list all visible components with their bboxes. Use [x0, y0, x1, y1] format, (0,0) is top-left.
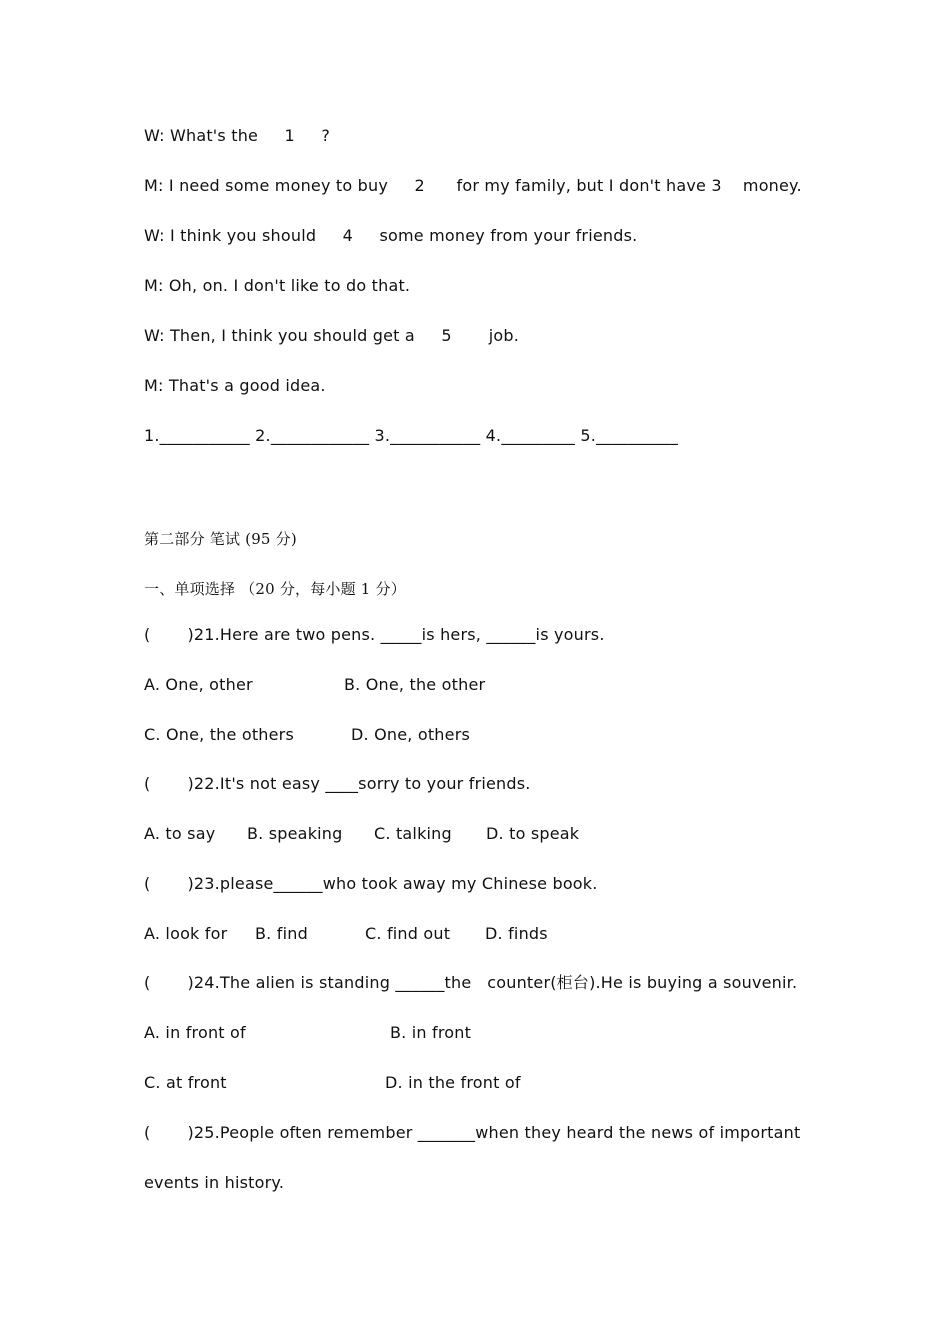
dialogue-line-5: W: Then, I think you should get a 5 job.	[144, 326, 520, 345]
option-b: B. in front	[390, 1023, 472, 1042]
option-c: C. talking	[374, 824, 452, 843]
option-b: B. One, the other	[344, 675, 486, 694]
answer-blanks: 1.___________ 2.____________ 3.___________ 4._________ 5.__________	[144, 426, 679, 445]
option-d: D. in the front of	[385, 1073, 521, 1092]
option-a: A. look for	[144, 924, 228, 943]
dialogue-line-6: M: That's a good idea.	[144, 376, 326, 395]
option-d: D. One, others	[351, 725, 471, 744]
question-25-stem-continued: events in history.	[144, 1173, 285, 1192]
section-one-heading: 一、单项选择 （20 分，每小题 1 分）	[144, 580, 406, 598]
option-a: A. in front of	[144, 1023, 246, 1042]
dialogue-line-1: W: What's the 1 ?	[144, 126, 331, 145]
part-two-heading: 第二部分 笔试 (95 分)	[144, 530, 297, 548]
option-d: D. to speak	[486, 824, 580, 843]
option-c: C. find out	[365, 924, 451, 943]
option-a: A. to say	[144, 824, 216, 843]
question-21-stem: ( )21.Here are two pens. _____is hers, ______is yours.	[144, 625, 605, 644]
question-22-stem: ( )22.It's not easy ____sorry to your friends.	[144, 774, 531, 793]
question-23-stem: ( )23.please______who took away my Chinese book.	[144, 874, 598, 893]
dialogue-line-4: M: Oh, on. I don't like to do that.	[144, 276, 411, 295]
option-c: C. at front	[144, 1073, 227, 1092]
option-d: D. finds	[485, 924, 548, 943]
option-b: B. speaking	[247, 824, 343, 843]
option-b: B. find	[255, 924, 308, 943]
question-25-stem: ( )25.People often remember _______when they heard the news of important	[144, 1123, 801, 1142]
dialogue-line-3: W: I think you should 4 some money from your friends.	[144, 226, 638, 245]
option-c: C. One, the others	[144, 725, 294, 744]
question-24-stem: ( )24.The alien is standing ______the counter(柜台).He is buying a souvenir.	[144, 973, 798, 992]
dialogue-line-2: M: I need some money to buy 2 for my family, but I don't have 3 money.	[144, 176, 802, 195]
option-a: A. One, other	[144, 675, 253, 694]
